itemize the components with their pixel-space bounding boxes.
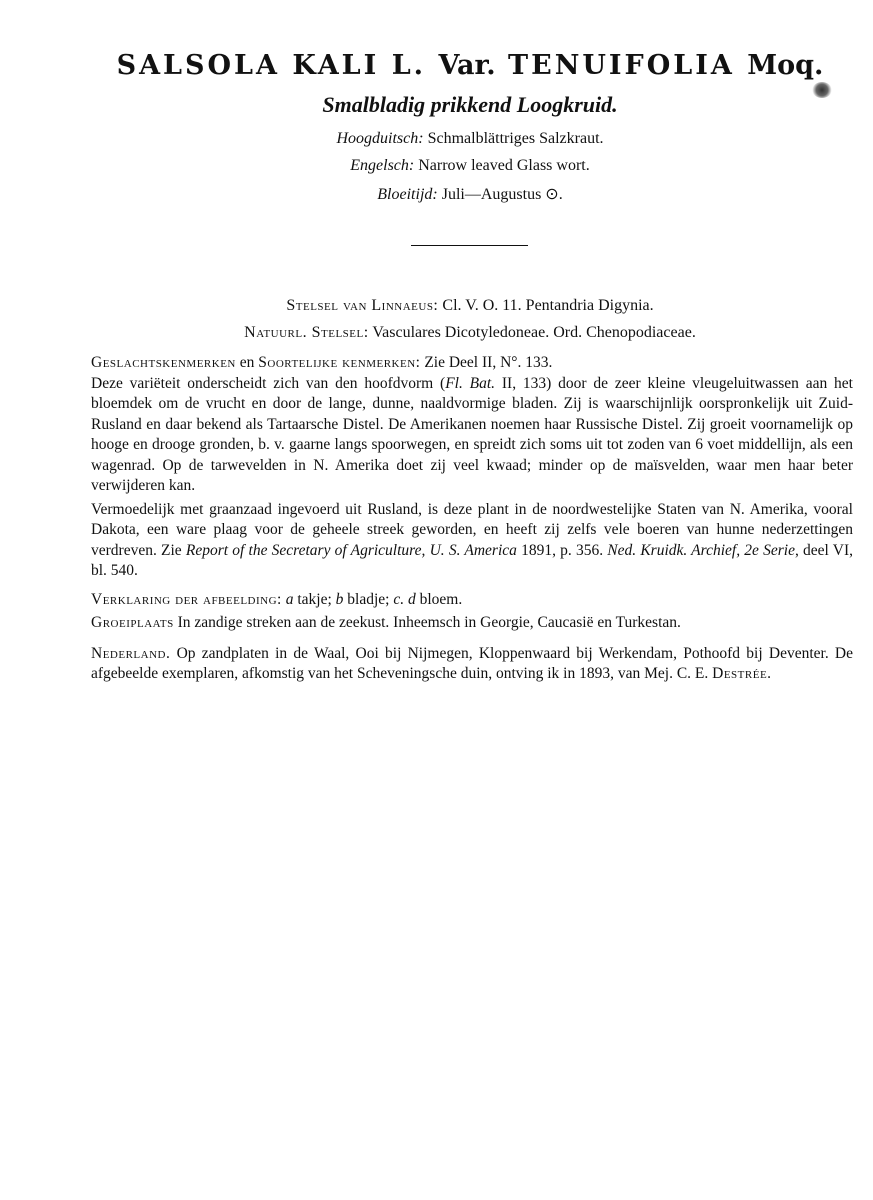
linnaeus-line <box>0 297 873 315</box>
figure-b-text: bladje; <box>343 590 394 608</box>
collector-name: Destrée. <box>712 665 772 682</box>
history-text-a: Vermoedelijk met graanzaad ingevoerd uit Rusland, is deze plant in de noordwestelijke Staten van N. Amerika, vooral Dakota, een ware plaag voor de geheele streek geworden, en heeft zij zelfs vele boeren van hunne nederzettingen verdreven. Zie <box>91 500 853 559</box>
divider-rule <box>411 245 528 246</box>
bloom-value: Juli—Augustus ⊙. <box>441 186 563 203</box>
archief-reference: Ned. Kruidk. Archief, 2e Serie <box>607 541 795 559</box>
figure-label: Verklaring der afbeelding: <box>91 590 282 608</box>
natural-system-line <box>0 324 873 342</box>
german-name: Schmalblättriges Salzkraut. <box>427 130 604 147</box>
habitat-label: Groeiplaats <box>91 614 174 631</box>
description-paragraph <box>91 374 853 497</box>
netherlands-label: Nederland. <box>91 644 171 662</box>
linnaeus-label: Stelsel van Linnaeus: <box>286 297 439 314</box>
natural-system-value: Vasculares Dicotyledoneae. Ord. Chenopodiaceae. <box>372 324 696 341</box>
page-title <box>0 50 873 81</box>
history-paragraph <box>91 500 853 582</box>
description-text-b: II, 133) door de zeer kleine vleugeluitwassen aan het bloemdek om de vrucht en door de lange, dunne, naaldvormige bladen. Zij is waarschijnlijk oorspronkelijk uit Zuid-Rusland en daar bekend als Tartaarsche Distel. De Amerikanen noemen haar Russische Distel. Zij groeit voornamelijk op hooge en drooge gronden, b. v. gaarne langs spoorwegen, en spreidt zich soms uit tot zoden van 6 voet middellijn, als een wagenrad. Op de tarwevelden in N. Amerika doet zij veel kwaad; minder op de maïsvelden, waar men haar beter verwijderen kan. <box>91 374 853 494</box>
bloom-label: Bloeitijd: <box>377 186 438 203</box>
title-variety: TENUIFOLIA <box>508 50 735 81</box>
figure-b: b <box>335 590 344 608</box>
title-species: SALSOLA KALI L. <box>116 50 427 81</box>
habitat-paragraph <box>91 613 853 634</box>
title-var: Var. <box>438 50 496 81</box>
english-name: Narrow leaved Glass wort. <box>418 157 590 174</box>
genus-conj: en <box>239 354 255 371</box>
linnaeus-value: Cl. V. O. 11. Pentandria Digynia. <box>442 297 654 314</box>
figure-explanation <box>91 590 853 611</box>
genus-label: Geslachtskenmerken <box>91 354 236 371</box>
figure-cd: c. d <box>393 590 416 608</box>
english-name-line <box>0 157 873 175</box>
habitat-value: In zandige streken aan de zeekust. Inheemsch in Georgie, Caucasië en Turkestan. <box>177 614 681 631</box>
flora-reference: Fl. Bat. <box>445 374 496 392</box>
history-text-b: 1891, p. 356. <box>516 541 608 559</box>
german-label: Hoogduitsch: <box>336 130 424 147</box>
netherlands-paragraph <box>91 644 853 685</box>
report-reference: Report of the Secretary of Agriculture, U. S. America <box>185 541 517 559</box>
body-text <box>91 353 853 685</box>
genus-value: Zie Deel II, N°. 133. <box>424 354 553 371</box>
figure-a: a <box>285 590 294 608</box>
description-text-a: Deze variëteit onderscheidt zich van den hoofdvorm ( <box>91 374 446 392</box>
netherlands-value: Op zandplaten in de Waal, Ooi bij Nijmegen, Kloppenwaard bij Werkendam, Pothoofd bij Deventer. De afgebeelde exemplaren, afkomstig van het Scheveningsche duin, ontving ik in 1893, van Mej. C. E. <box>91 644 853 682</box>
bloom-line <box>0 184 873 204</box>
figure-a-text: takje; <box>293 590 336 608</box>
history-text-c: , deel VI, bl. 540. <box>91 541 853 579</box>
natural-system-label: Natuurl. Stelsel: <box>244 324 369 341</box>
genus-paragraph <box>91 353 853 374</box>
figure-cd-text: bloem. <box>415 590 463 608</box>
species-label: Soortelijke kenmerken: <box>258 354 421 371</box>
title-author: Moq. <box>747 50 824 81</box>
english-label: Engelsch: <box>350 157 415 174</box>
dutch-name: Smalbladig prikkend Loogkruid. <box>322 92 618 117</box>
german-name-line <box>0 130 873 148</box>
